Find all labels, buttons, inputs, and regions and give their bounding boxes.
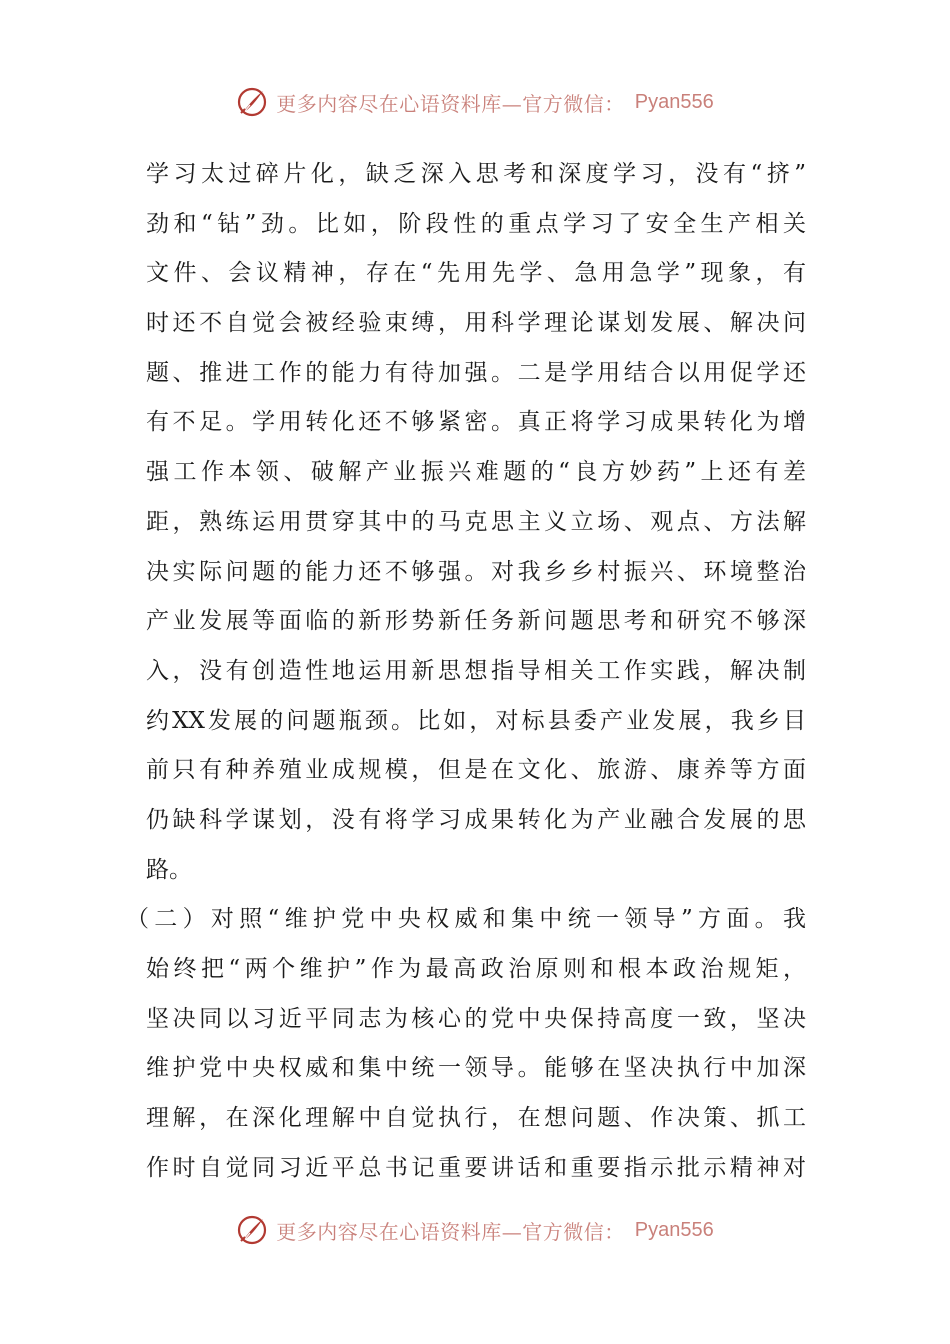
watermark-text: 更多内容尽在心语资料库—官方微信： [276,1219,625,1244]
body-line: 前只有种养殖业成规模，但是在文化、旅游、康养等方面 [146,757,806,784]
section-heading-line: （二）对照“维护党中央权威和集中统一领导”方面。我 [126,906,806,933]
watermark-text: 更多内容尽在心语资料库—官方微信： [276,91,625,116]
body-line: 维护党中央权威和集中统一领导。能够在坚决执行中加深 [146,1055,806,1082]
footer-watermark [0,1210,950,1250]
body-line: 仍缺科学谋划，没有将学习成果转化为产业融合发展的思 [146,806,806,833]
body-line: 题、推进工作的能力有待加强。二是学用结合以用促学还 [146,359,806,386]
watermark-wechat-id: Pyan556 [634,90,714,113]
body-line: 产业发展等面临的新形势新任务新问题思考和研究不够深 [146,608,806,635]
body-line: 坚决同以习近平同志为核心的党中央保持高度一致，坚决 [146,1005,806,1032]
body-line: 距，熟练运用贯穿其中的马克思主义立场、观点、方法解 [146,508,806,535]
header-watermark [0,82,950,122]
document-body [126,150,806,1193]
body-line: 约XX发展的问题瓶颈。比如，对标县委产业发展，我乡目 [146,707,806,734]
body-line: 有不足。学用转化还不够紧密。真正将学习成果转化为增 [146,409,806,436]
body-line: 学习太过碎片化，缺乏深入思考和深度学习，没有“挤” [146,161,806,187]
body-line: 时还不自觉会被经验束缚，用科学理论谋划发展、解决问 [146,310,806,337]
body-line: 决实际问题的能力还不够强。对我乡乡村振兴、环境整治 [146,558,806,585]
quill-pen-logo-icon [236,1214,268,1246]
body-line: 路。 [146,856,192,883]
body-line: 文件、会议精神，存在“先用先学、急用急学”现象，有 [146,260,806,287]
body-line: 劲和“钻”劲。比如，阶段性的重点学习了安全生产相关 [146,210,806,237]
body-line: 始终把“两个维护”作为最高政治原则和根本政治规矩， [146,956,806,982]
body-line: 入，没有创造性地运用新思想指导相关工作实践，解决制 [146,657,806,684]
quill-pen-logo-icon [236,86,268,118]
watermark-wechat-id: Pyan556 [634,1218,714,1241]
body-line: 强工作本领、破解产业振兴难题的“良方妙药”上还有差 [146,459,806,486]
body-line: 作时自觉同习近平总书记重要讲话和重要指示批示精神对 [146,1154,806,1181]
body-line: 理解，在深化理解中自觉执行，在想问题、作决策、抓工 [146,1105,806,1132]
